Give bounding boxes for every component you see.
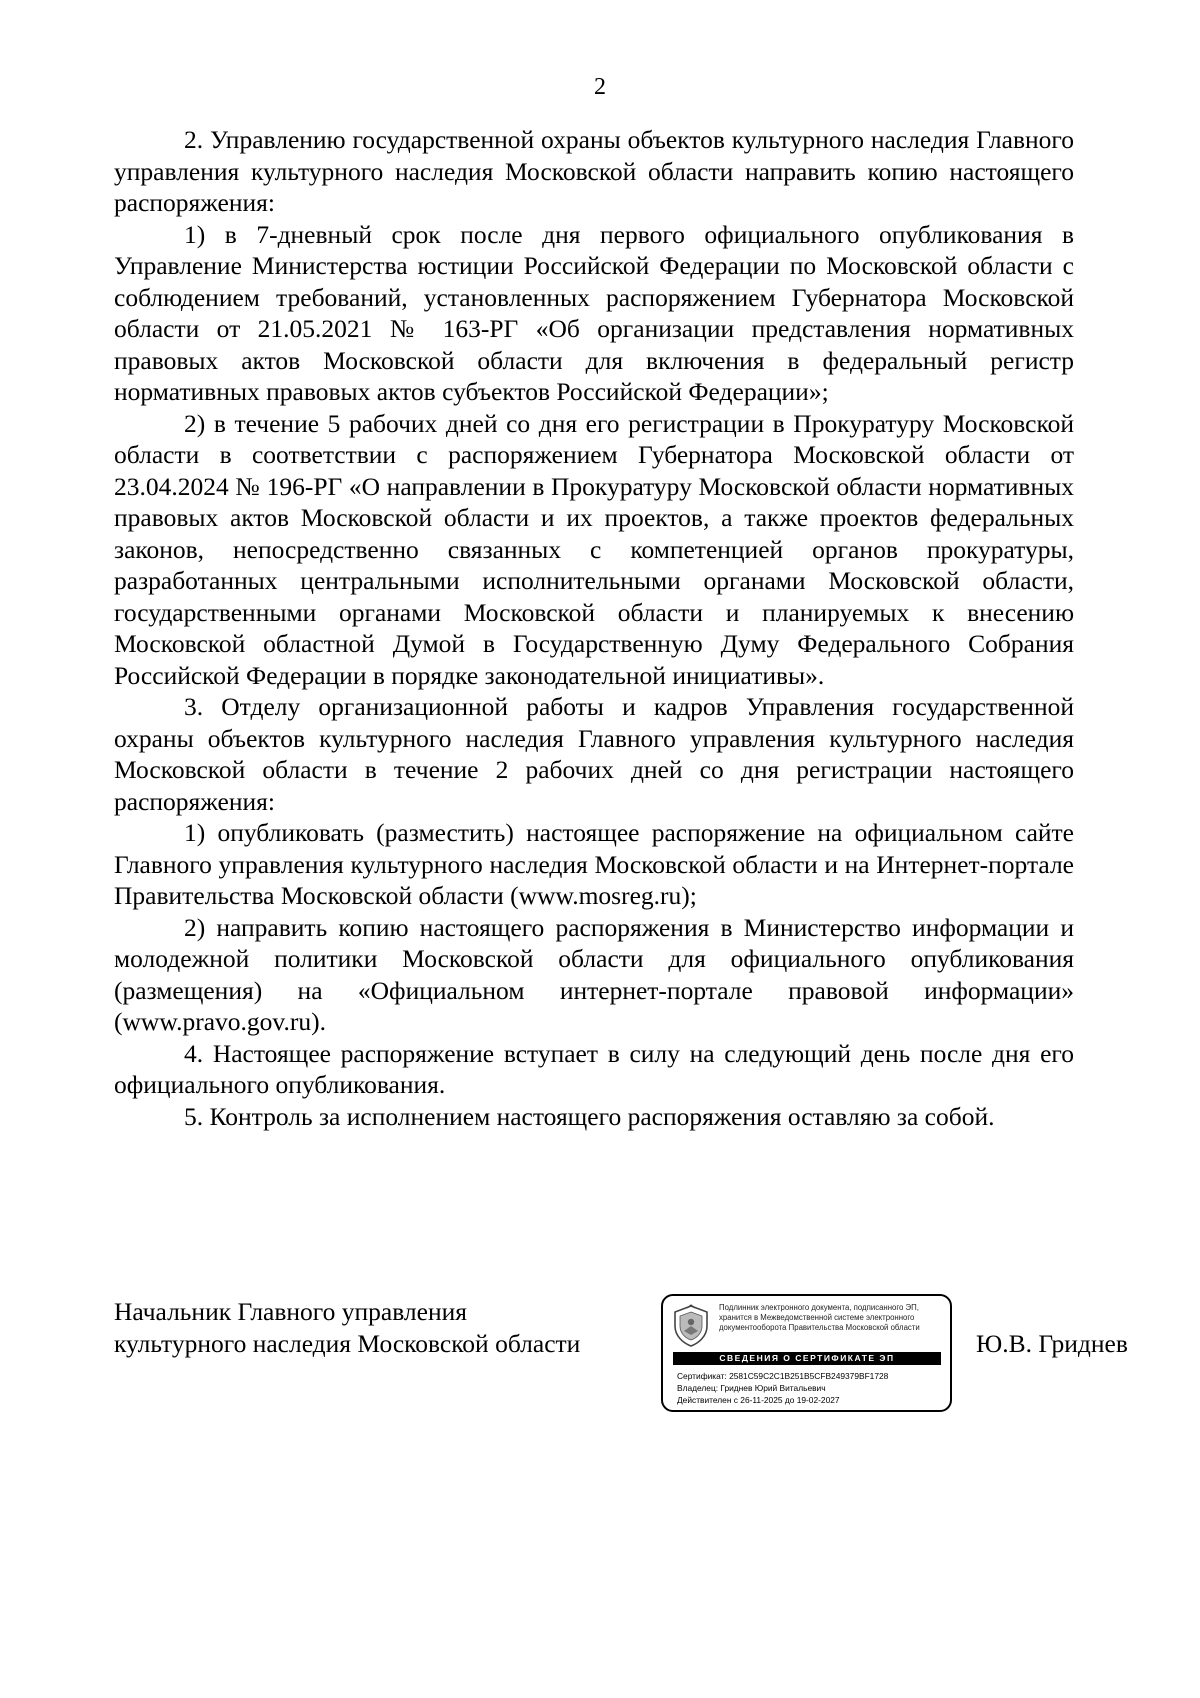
stamp-info-text: Подлинник электронного документа, подписанного ЭП, хранится в Межведомственной системе электронного документооборота Правительства Московской области <box>719 1303 920 1332</box>
stamp-owner: Владелец: Гриднев Юрий Витальевич <box>677 1383 826 1393</box>
document-body <box>114 124 1074 1132</box>
signatory-position <box>114 1296 654 1360</box>
stamp-details <box>677 1370 945 1406</box>
paragraph-subitem-2-2: 2) в течение 5 рабочих дней со дня его регистрации в Прокуратуру Московской области в соответствии с распоряжением Губернатора Московской области от 23.04.2024 № 196-РГ «О направлении в Прокуратуру Московской области нормативных правовых актов Московской области и их проектов, а также проектов федеральных законов, непосредственно связанных с компетенцией органов прокуратуры, разработанных центральными исполнительными органами Московской области, государственными органами Московской области и планируемых к внесению Московской областной Думой в Государственную Думу Федерального Собрания Российской Федерации в порядке законодательной инициативы». <box>114 408 1074 690</box>
stamp-validity: Действителен с 26-11-2025 до 19-02-2027 <box>677 1395 840 1405</box>
coat-of-arms-icon <box>671 1304 711 1348</box>
signatory-position-line1: Начальник Главного управления <box>114 1297 467 1326</box>
paragraph-item-2: 2. Управлению государственной охраны объектов культурного наследия Главного управления культурного наследия Московской области направить копию настоящего распоряжения: <box>114 125 1074 217</box>
signatory-position-line2: культурного наследия Московской области <box>114 1329 581 1358</box>
stamp-header: СВЕДЕНИЯ О СЕРТИФИКАТЕ ЭП <box>673 1352 941 1365</box>
paragraph-item-4: 4. Настоящее распоряжение вступает в силу на следующий день после дня его официального опубликования. <box>114 1038 1074 1099</box>
page-number: 2 <box>594 74 606 100</box>
paragraph-subitem-3-1: 1) опубликовать (разместить) настоящее распоряжение на официальном сайте Главного управления культурного наследия Московской области и на Интернет-портале Правительства Московской области (www.mosreg.ru); <box>114 818 1074 910</box>
stamp-certificate: Сертификат: 2581C59C2C1B251B5CFB249379BF1728 <box>677 1371 889 1381</box>
electronic-signature-stamp <box>661 1294 952 1412</box>
paragraph-item-5: 5. Контроль за исполнением настоящего распоряжения оставляю за собой. <box>184 1101 995 1131</box>
paragraph-subitem-2-1: 1) в 7-дневный срок после дня первого официального опубликования в Управление Министерства юстиции Российской Федерации по Московской области с соблюдением требований, установленных распоряжением Губернатора Московской области от 21.05.2021 № 163-РГ «Об организации представления нормативных правовых актов Московской области для включения в федеральный регистр нормативных правовых актов субъектов Российской Федерации»; <box>114 219 1074 406</box>
signatory-name: Ю.В. Гриднев <box>976 1329 1128 1358</box>
paragraph-item-3: 3. Отделу организационной работы и кадров Управления государственной охраны объектов культурного наследия Главного управления культурного наследия Московской области в течение 2 рабочих дней со дня регистрации настоящего распоряжения: <box>114 692 1074 816</box>
paragraph-subitem-3-2: 2) направить копию настоящего распоряжения в Министерство информации и молодежной политики Московской области для официального опубликования (размещения) на «Официальном интернет-портале правовой информации» (www.pravo.gov.ru). <box>114 912 1074 1036</box>
